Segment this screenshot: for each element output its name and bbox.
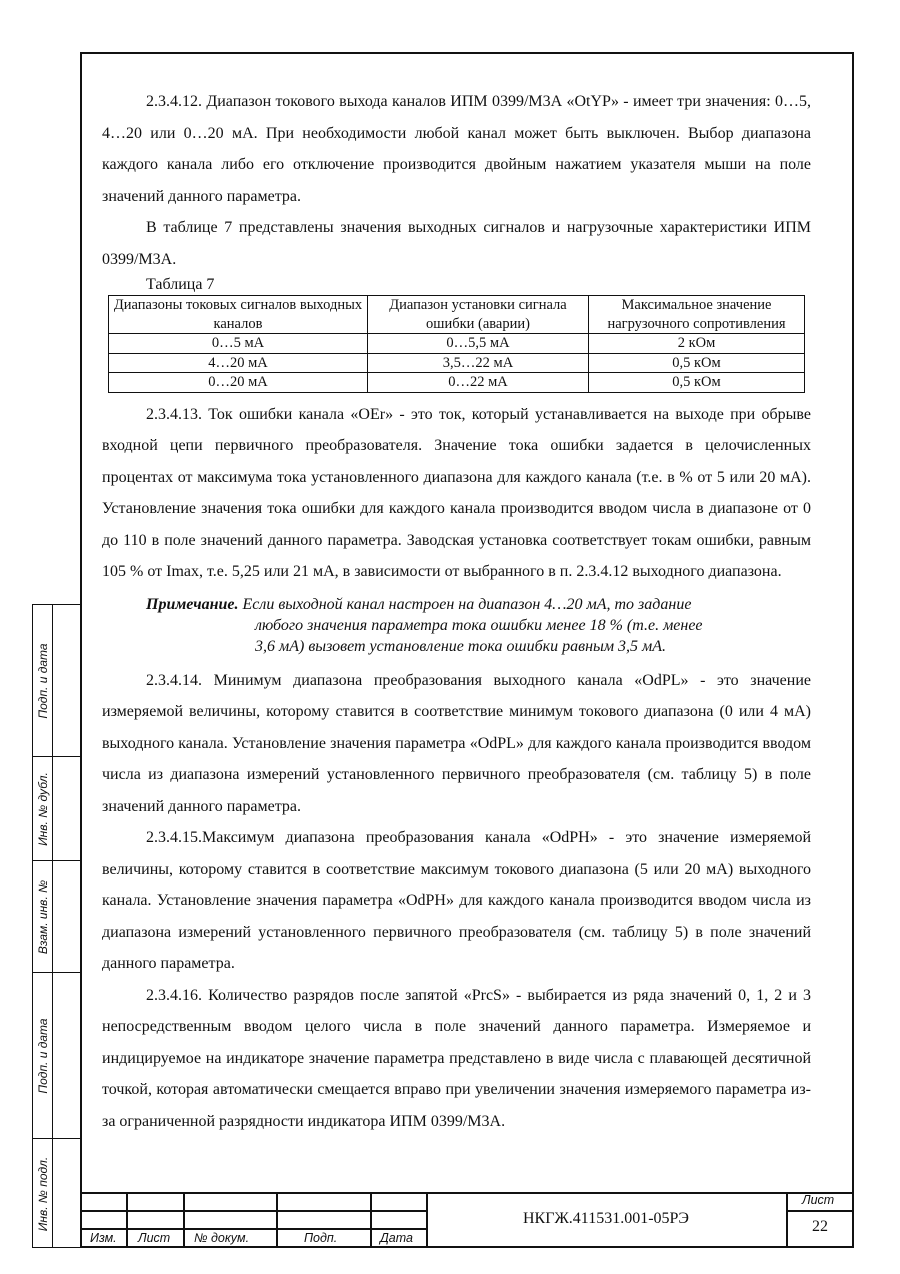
- paragraph-2-3-4-12: 2.3.4.12. Диапазон токового выхода каналов ИПМ 0399/М3А «OtYP» - имеет три значения: 0…5, 4…20 или 0…20 мА. При необходимости любой канал может быть выключен. Выбор диапазона каждого канала либо его отключение производится двойным нажатием указателя мыши на поле значений данного параметра.: [102, 93, 811, 205]
- note-label: Примечание.: [146, 595, 239, 613]
- side-label-inv-podl: Инв. № подл.: [36, 1156, 50, 1232]
- side-cell-inv-dubl: [33, 757, 53, 861]
- table-row: [109, 334, 805, 354]
- sheet-label: Лист: [802, 1193, 835, 1207]
- side-cell-podp-data-1: [33, 605, 53, 757]
- title-block-data: Дата: [380, 1231, 413, 1245]
- note-line-3: 3,6 мА) вызовет установление тока ошибки равным 3,5 мА.: [255, 637, 667, 655]
- title-block-col-line: [276, 1192, 278, 1248]
- table-cell: 2 кОм: [589, 334, 805, 354]
- side-cell-vzam-inv: [33, 861, 53, 973]
- side-label-vzam-inv: Взам. инв. №: [36, 879, 50, 954]
- paragraph-2-3-4-16: 2.3.4.16. Количество разрядов после запятой «PrcS» - выбирается из ряда значений 0, 1, 2 и 3 непосредственным вводом целого числа в поле значений данного параметра. Измеряемое и индицируемое на индикаторе значение параметра представлено в виде числа с плавающей десятичной точкой, которая автоматически смещается вправо при увеличении значения измеряемого параметра из-за ограниченной разрядности индикатора ИПМ 0399/М3А.: [102, 986, 811, 1130]
- note-text-1: Если выходной канал настроен на диапазон 4…20 мА, то задание: [242, 595, 692, 613]
- paragraph-2-3-4-13: 2.3.4.13. Ток ошибки канала «OEr» - это ток, который устанавливается на выходе при обрыве входной цепи первичного преобразователя. Значение тока ошибки задается в целочисленных процентах от максимума тока установленного диапазона для каждого канала (т.е. в % от 5 или 20 мА). Установление значения тока ошибки для каждого канала производится вводом числа в диапазоне от 0 до 110 в поле значений данного параметра. Заводская установка соответствует токам ошибки, равным 105 % от Imax, т.е. 5,25 или 21 мА, в зависимости от выбранного в п. 2.3.4.12 выходного диапазона.: [102, 405, 811, 580]
- side-label-podp-data-2: Подп. и дата: [36, 1017, 50, 1094]
- title-block-dokum: № докум.: [194, 1231, 250, 1245]
- side-cell-podp-data-2: [33, 973, 53, 1139]
- side-stamp: [32, 604, 80, 1248]
- table-header-cell: Максимальное значение нагрузочного сопротивления: [589, 296, 805, 334]
- side-label-podp-data-1: Подп. и дата: [36, 642, 50, 719]
- title-block-row-line-2: [80, 1228, 426, 1230]
- side-label-inv-dubl: Инв. № дубл.: [36, 771, 50, 846]
- title-block-col-line: [126, 1192, 128, 1248]
- note-block: [146, 594, 811, 657]
- title-block-row-line-1: [80, 1210, 426, 1212]
- title-block: [80, 1192, 854, 1248]
- table-cell: 0…5 мА: [109, 334, 368, 354]
- document-body: [102, 86, 811, 1137]
- note-line-1: [146, 594, 811, 615]
- table-cell: 4…20 мА: [109, 353, 368, 373]
- title-block-list: Лист: [138, 1231, 171, 1245]
- paragraph-table-intro: В таблице 7 представлены значения выходных сигналов и нагрузочные характеристики ИПМ 0399/М3А.: [102, 219, 811, 268]
- title-block-podp: Подп.: [304, 1231, 338, 1245]
- table-row: [109, 353, 805, 373]
- side-value-podp-data-1: [53, 605, 81, 757]
- table-cell: 0…5,5 мА: [368, 334, 589, 354]
- table-caption: Таблица 7: [146, 276, 215, 293]
- document-code: НКГЖ.411531.001-05РЭ: [522, 1210, 689, 1227]
- title-block-col-line: [183, 1192, 185, 1248]
- table-7: [108, 295, 805, 393]
- title-block-top-line: [80, 1192, 854, 1194]
- table-cell: 0…22 мА: [368, 373, 589, 393]
- table-cell: 0,5 кОм: [589, 353, 805, 373]
- table-cell: 0…20 мА: [109, 373, 368, 393]
- side-value-inv-dubl: [53, 757, 81, 861]
- title-block-sheet-line: [786, 1210, 854, 1212]
- table-cell: 3,5…22 мА: [368, 353, 589, 373]
- side-value-podp-data-2: [53, 973, 81, 1139]
- side-value-vzam-inv: [53, 861, 81, 973]
- table-header-cell: Диапазон установки сигнала ошибки (аварии): [368, 296, 589, 334]
- title-block-izm: Изм.: [90, 1231, 117, 1245]
- table-header-row: [109, 296, 805, 334]
- table-header-cell: Диапазоны токовых сигналов выходных каналов: [109, 296, 368, 334]
- sheet-number: 22: [812, 1218, 828, 1235]
- table-row: [109, 373, 805, 393]
- table-cell: 0,5 кОм: [589, 373, 805, 393]
- paragraph-2-3-4-15: 2.3.4.15.Максимум диапазона преобразования канала «OdPH» - это значение измеряемой величины, которому ставится в соответствие максимум токового диапазона (5 или 20 мА) выходного канала. Установление значения параметра «OdPH» для каждого канала производится вводом числа из диапазона измерений установленного первичного преобразователя (см. таблицу 5) в поле значений данного параметра.: [102, 829, 811, 972]
- title-block-col-line: [370, 1192, 372, 1248]
- paragraph-2-3-4-14: 2.3.4.14. Минимум диапазона преобразования выходного канала «OdPL» - это значение измеряемой величины, которому ставится в соответствие минимум токового диапазона (0 или 4 мА) выходного канала. Установление значения параметра «OdPL» для каждого канала производится вводом числа из диапазона измерений установленного первичного преобразователя (см. таблицу 5) в поле значений данного параметра.: [102, 671, 811, 815]
- note-line-2: любого значения параметра тока ошибки менее 18 % (т.е. менее: [255, 616, 703, 634]
- side-cell-inv-podl: [33, 1139, 53, 1249]
